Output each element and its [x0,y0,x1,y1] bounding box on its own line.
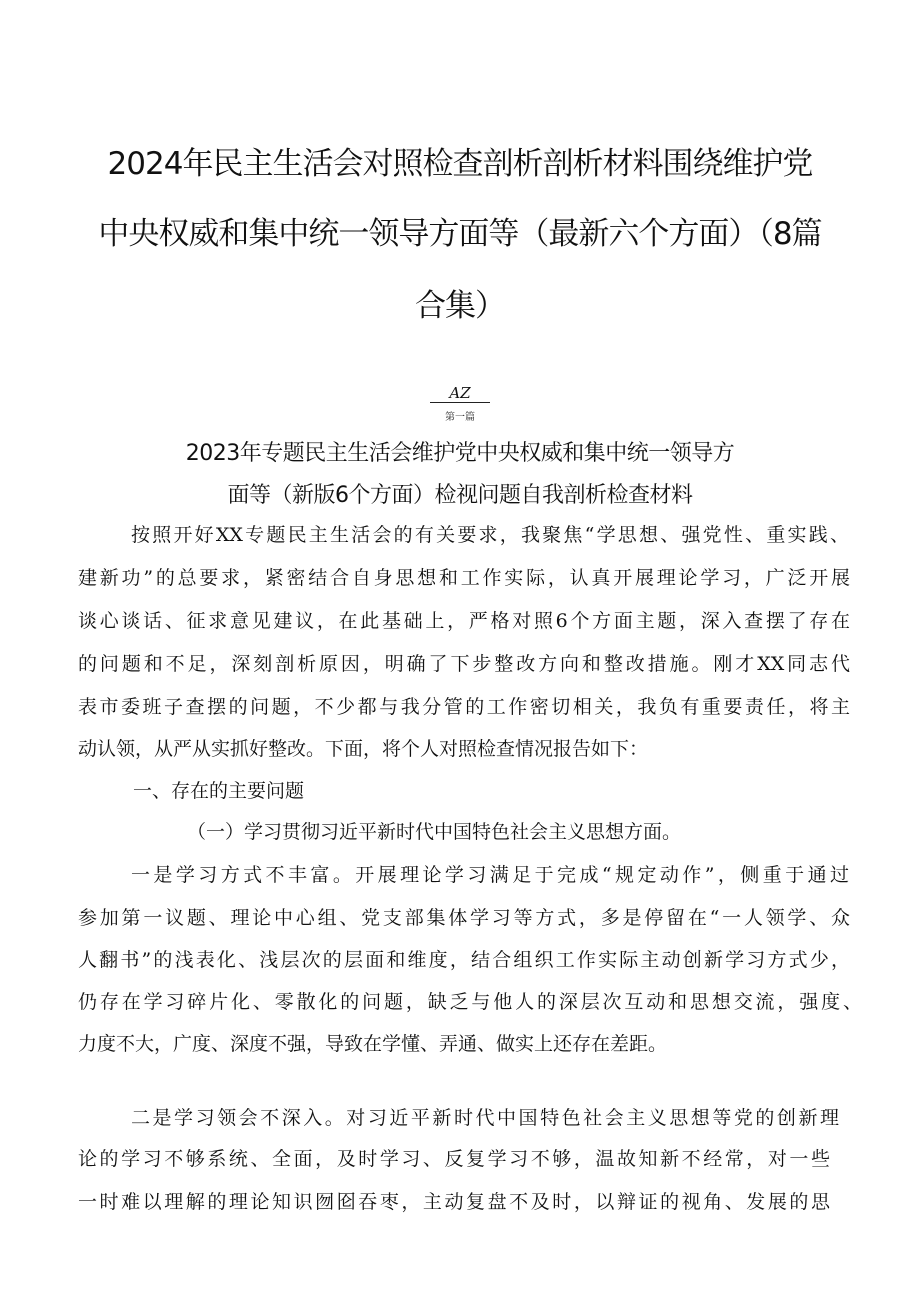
body-line: 人翻书”的浅表化、浅层次的层面和维度，结合组织工作实际主动创新学习方式少， [78,949,850,971]
body-line: 力度不大，广度、深度不强，导致在学懂、弄通、做实上还存在差距。 [78,1033,668,1055]
section-separator-glyph: AZ [430,384,490,403]
body-line: 谈心谈话、征求意见建议，在此基础上，严格对照6个方面主题，深入查摆了存在 [78,610,850,632]
body-line: 论的学习不够系统、全面，及时学习、反复学习不够，温故知新不经常，对一些 [78,1148,830,1170]
article-title-line-2: 面等（新版6个方面）检视问题自我剖析检查材料 [227,483,693,508]
section-heading: 一、存在的主要问题 [133,780,305,802]
body-line: 一时难以理解的理论知识囫囵吞枣，主动复盘不及时，以辩证的视角、发展的思 [78,1191,830,1213]
body-line: 一是学习方式不丰富。开展理论学习满足于完成“规定动作”，侧重于通过 [131,864,849,886]
document-title-line-3: 合集） [415,288,505,324]
document-title-line-1: 2024年民主生活会对照检查剖析剖析材料围绕维护党 [107,146,813,182]
document-title-line-2: 中央权威和集中统一领导方面等（最新六个方面）（8篇 [98,216,822,252]
body-line: 的问题和不足，深刻剖析原因，明确了下步整改方向和整改措施。刚才XX同志代 [78,653,850,675]
body-line: 按照开好XX专题民主生活会的有关要求，我聚焦“学思想、强党性、重实践、 [131,524,849,546]
subsection-heading: （一）学习贯彻习近平新时代中国特色社会主义思想方面。 [187,821,682,843]
article-title-line-1: 2023年专题民主生活会维护党中央权威和集中统一领导方 [185,441,735,466]
section-label: 第一篇 [445,412,475,423]
body-line: 动认领，从严从实抓好整改。下面，将个人对照检查情况报告如下： [78,738,649,760]
body-line: 建新功”的总要求，紧密结合自身思想和工作实际，认真开展理论学习，广泛开展 [78,567,850,589]
body-line: 二是学习领会不深入。对习近平新时代中国特色社会主义思想等党的创新理 [131,1107,839,1129]
body-line: 参加第一议题、理论中心组、党支部集体学习等方式，多是停留在“一人领学、众 [78,907,850,929]
body-line: 表市委班子查摆的问题，不少都与我分管的工作密切相关，我负有重要责任，将主 [78,696,850,718]
body-line: 仍存在学习碎片化、零散化的问题，缺乏与他人的深层次互动和思想交流，强度、 [78,991,862,1013]
